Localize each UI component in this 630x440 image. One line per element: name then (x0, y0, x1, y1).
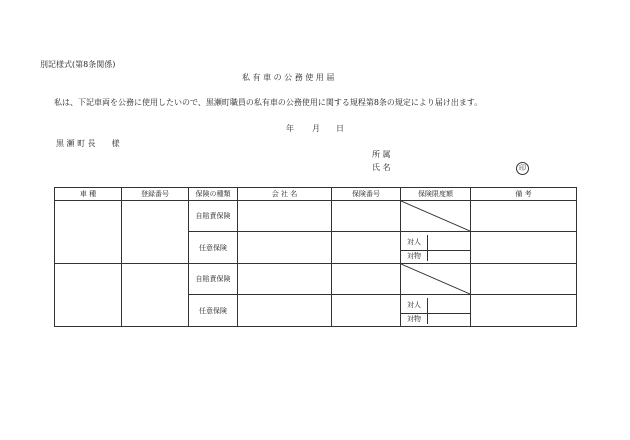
date-year: 年 (286, 124, 294, 133)
diagonal-slash (401, 201, 470, 231)
coverage-person-value (428, 235, 471, 251)
coverage-property-value (428, 313, 471, 324)
coverage-property-label: 対物 (401, 313, 428, 324)
coverage-person-label: 対人 (401, 235, 428, 251)
coverage-limit-cell (401, 295, 471, 327)
policy-number-cell (332, 264, 401, 295)
insurance-type-voluntary: 任意保険 (189, 295, 238, 327)
policy-number-cell (332, 201, 401, 232)
remarks-cell (471, 295, 577, 327)
table-row (55, 201, 577, 232)
addressee: 黒 瀬 町 長 様 (56, 139, 120, 148)
date-day: 日 (336, 124, 344, 133)
statement-text: 私は、下記車両を公務に使用したいので、黒瀬町職員の私有車の公務使用に関する規程第8条の規定により届け出ます。 (54, 98, 483, 107)
coverage-limit-cell (401, 232, 471, 264)
date-month: 月 (312, 124, 320, 133)
form-reference: 別記様式(第8条関係) (40, 60, 116, 69)
table-row (55, 264, 577, 295)
coverage-person-label: 対人 (401, 298, 428, 314)
insurance-type-compulsory: 自賠責保険 (189, 264, 238, 295)
name-label: 氏 名 (372, 163, 391, 172)
header-vehicle-type: 車 種 (55, 188, 122, 201)
seal-mark: 印 (516, 162, 529, 175)
company-name-cell (238, 295, 332, 327)
coverage-person-value (428, 298, 471, 314)
header-coverage-limit: 保険限度額 (401, 188, 471, 201)
policy-number-cell (332, 232, 401, 264)
header-remarks: 備 考 (471, 188, 577, 201)
diagonal-slash (401, 264, 470, 294)
coverage-property-label: 対物 (401, 250, 428, 261)
document-title: 私 有 車 の 公 務 使 用 届 (242, 73, 335, 82)
company-name-cell (238, 264, 332, 295)
table-header-row (55, 188, 577, 201)
policy-number-cell (332, 295, 401, 327)
registration-number-cell (122, 201, 189, 264)
header-insurance-type: 保険の種類 (189, 188, 238, 201)
remarks-cell (471, 201, 577, 232)
coverage-limit-cell (401, 201, 471, 232)
company-name-cell (238, 201, 332, 232)
insurance-type-voluntary: 任意保険 (189, 232, 238, 264)
vehicle-type-cell (55, 201, 122, 264)
vehicle-type-cell (55, 264, 122, 327)
coverage-property-value (428, 250, 471, 261)
vehicle-insurance-table (54, 187, 577, 327)
registration-number-cell (122, 264, 189, 327)
remarks-cell (471, 232, 577, 264)
company-name-cell (238, 232, 332, 264)
header-company-name: 会 社 名 (238, 188, 332, 201)
insurance-type-compulsory: 自賠責保険 (189, 201, 238, 232)
affiliation-label: 所 属 (372, 150, 391, 159)
header-policy-number: 保険番号 (332, 188, 401, 201)
coverage-limit-cell (401, 264, 471, 295)
header-registration-number: 登録番号 (122, 188, 189, 201)
remarks-cell (471, 264, 577, 295)
